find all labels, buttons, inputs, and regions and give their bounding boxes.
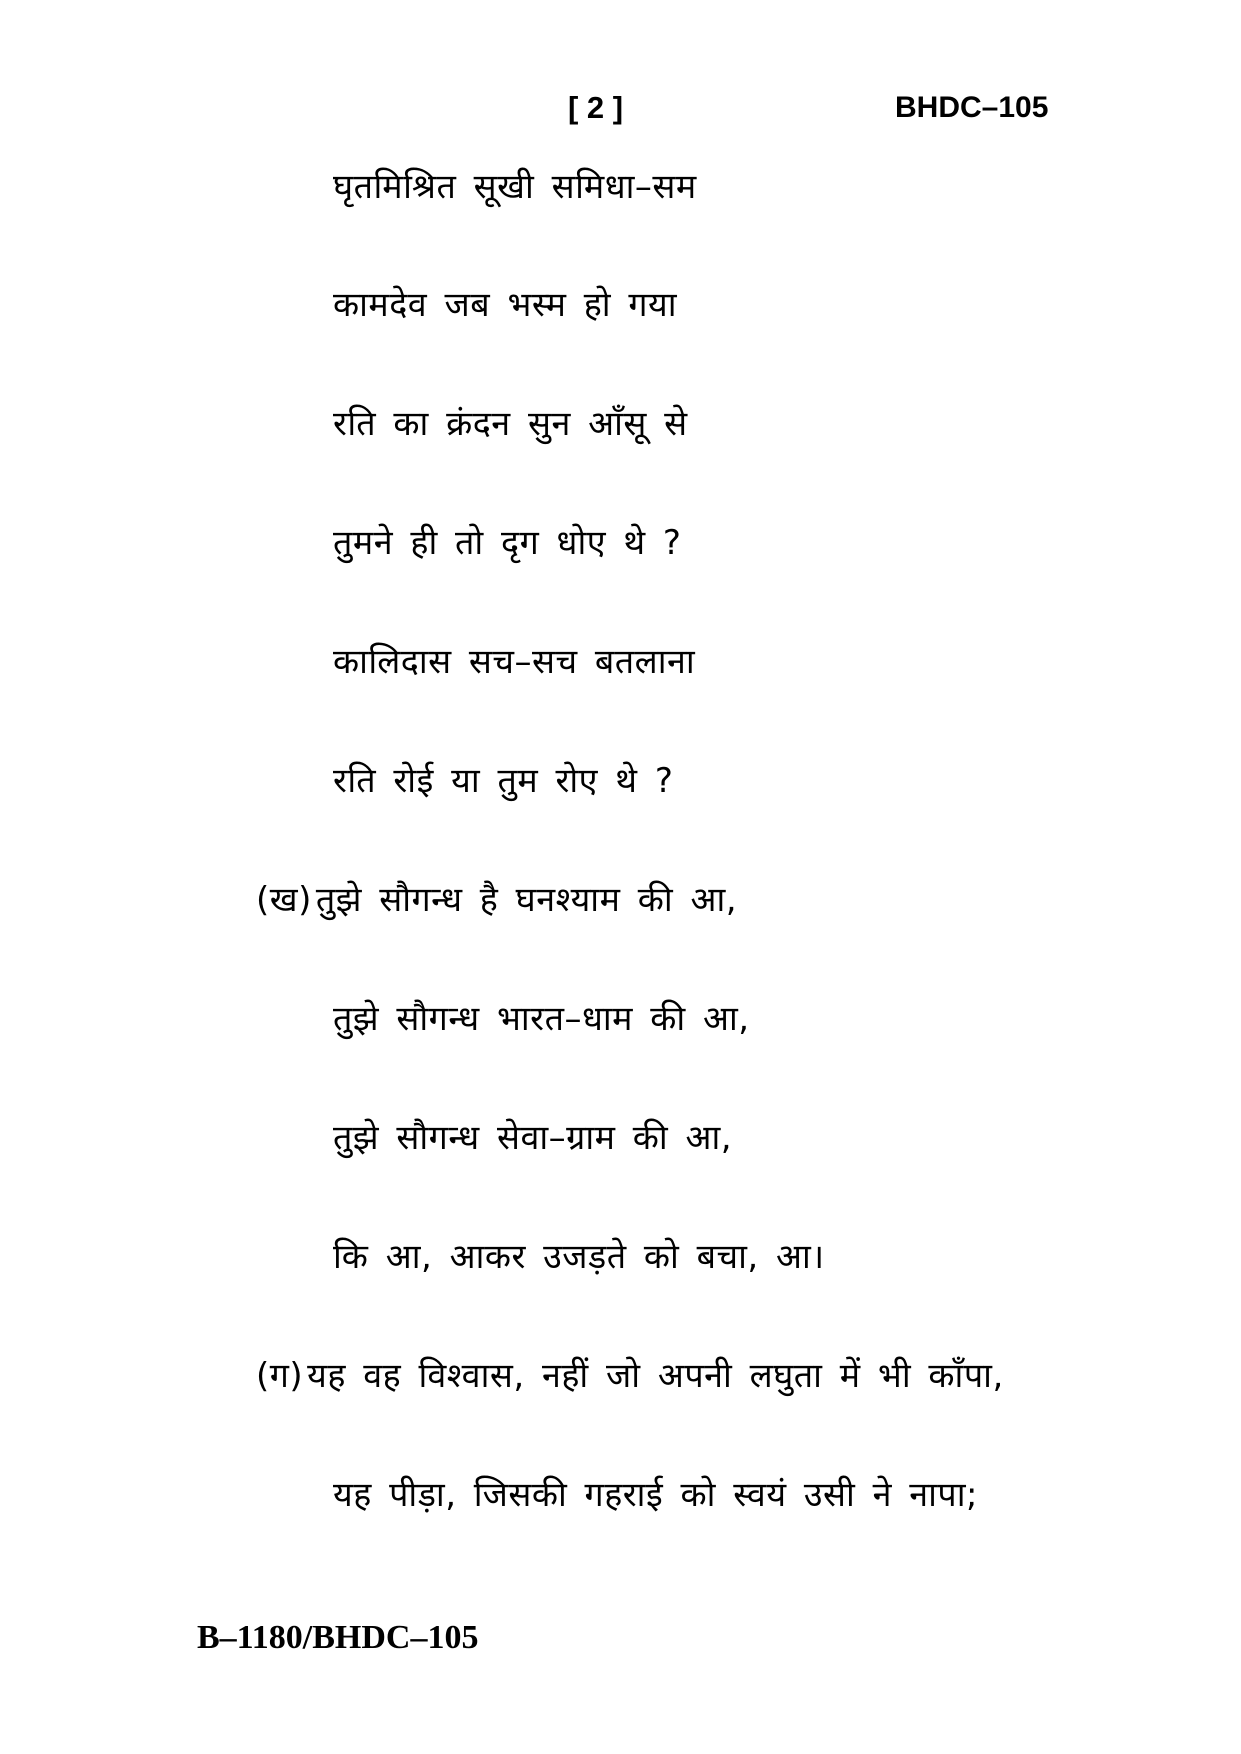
poem-a-line-3: रति का क्रंदन सुन आँसू से: [333, 404, 688, 444]
page-number: [ 2 ]: [568, 90, 624, 125]
poem-a-line-2: कामदेव जब भस्म हो गया: [333, 285, 678, 325]
poem-b-line-1: [256, 875, 737, 925]
poem-a-line-1: घृतमिश्रित सूखी समिधा–सम: [333, 167, 697, 207]
poem-a-line-6: रति रोई या तुम रोए थे ?: [333, 761, 674, 801]
footer-paper-code: B–1180/BHDC–105: [197, 1619, 479, 1656]
poem-a-line-5: कालिदास सच–सच बतलाना: [333, 642, 696, 682]
poem-b-line-2: तुझे सौगन्ध भारत–धाम की आ,: [333, 999, 750, 1039]
poem-c-line-1: [256, 1351, 1004, 1401]
poem-c-line-1-text: यह वह विश्वास, नहीं जो अपनी लघुता में भी काँपा,: [307, 1356, 1004, 1396]
question-marker-ga: (ग): [256, 1356, 304, 1396]
poem-b-line-3: तुझे सौगन्ध सेवा–ग्राम की आ,: [333, 1118, 733, 1158]
poem-b-line-4: कि आ, आकर उजड़ते को बचा, आ।: [333, 1237, 825, 1277]
poem-c-line-2: यह पीड़ा, जिसकी गहराई को स्वयं उसी ने नापा;: [333, 1475, 979, 1515]
poem-b-line-1-text: तुझे सौगन्ध है घनश्याम की आ,: [315, 880, 738, 920]
poem-a-line-4: तुमने ही तो दृग धोए थे ?: [333, 523, 682, 563]
paper-code-header: BHDC–105: [895, 91, 1049, 124]
question-marker-kha: (ख): [256, 880, 312, 920]
